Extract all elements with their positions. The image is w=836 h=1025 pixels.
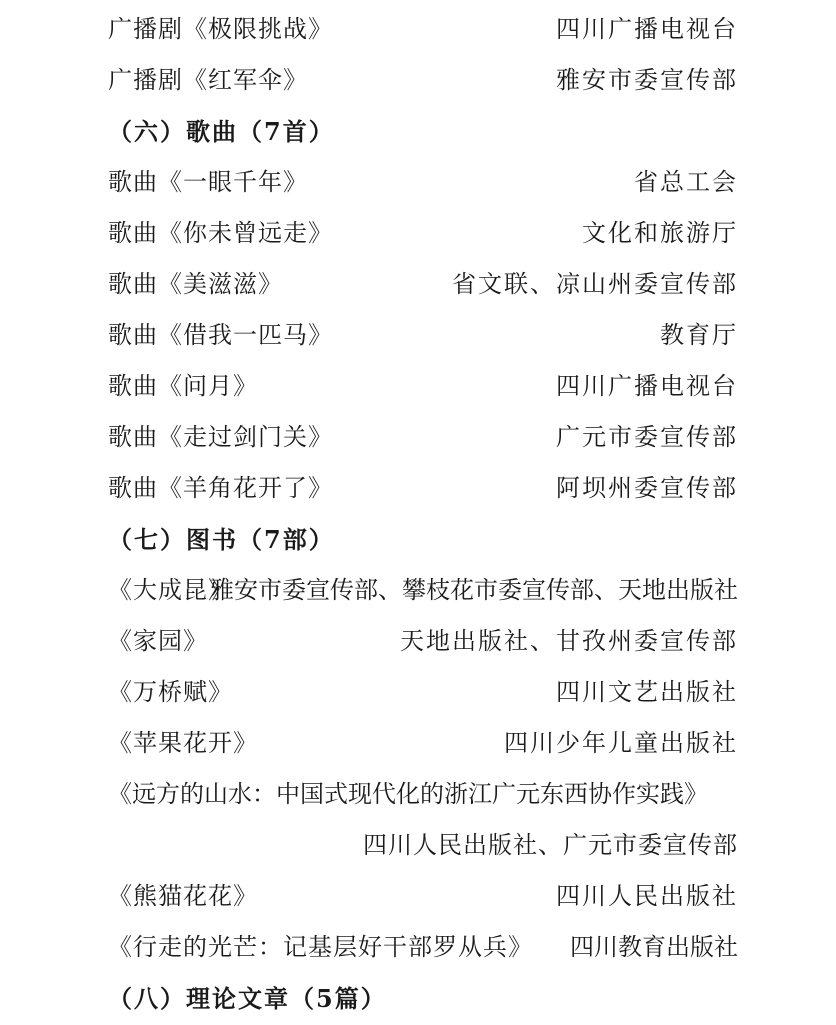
work-title: 广播剧《极限挑战》 [108, 15, 333, 43]
work-title: 《远方的山水：中国式现代化的浙江广元东西协作实践》 [108, 780, 708, 808]
list-item [108, 412, 738, 463]
section-heading [108, 514, 738, 565]
work-title: 歌曲《美滋滋》 [108, 270, 283, 298]
work-title: 歌曲《你未曾远走》 [108, 219, 333, 247]
section-heading [108, 973, 738, 1024]
submitting-unit: 省总工会 [634, 168, 738, 196]
submitting-unit: 四川少年儿童出版社 [504, 729, 738, 757]
work-title: 《家园》 [108, 627, 208, 655]
list-item [108, 208, 738, 259]
work-title: 歌曲《羊角花开了》 [108, 474, 333, 502]
work-title: 《行走的光芒：记基层好干部罗从兵》 [108, 933, 533, 961]
list-item [108, 718, 738, 769]
submitting-unit: 四川广播电视台 [556, 15, 738, 43]
submitting-unit: 四川广播电视台 [556, 372, 738, 400]
submitting-unit: 四川教育出版社 [570, 933, 738, 961]
work-title: 《苹果花开》 [108, 729, 258, 757]
work-title: 《熊猫花花》 [108, 882, 258, 910]
submitting-unit: 天地出版社、甘孜州委宣传部 [400, 627, 738, 655]
list-item-continuation [108, 820, 738, 871]
section-heading-text: （八）理论文章（5篇） [108, 984, 387, 1013]
work-title: 歌曲《问月》 [108, 372, 258, 400]
list-item [108, 259, 738, 310]
section-heading-text: （七）图书（7部） [108, 525, 335, 554]
list-item [108, 871, 738, 922]
list-item [108, 922, 738, 973]
list-item [108, 4, 738, 55]
submitting-unit: 四川文艺出版社 [556, 678, 738, 706]
list-item [108, 769, 738, 820]
work-title: 广播剧《红军伞》 [108, 66, 308, 94]
list-item [108, 310, 738, 361]
submitting-unit: 广元市委宣传部 [556, 423, 738, 451]
list-item [108, 361, 738, 412]
section-heading-text: （六）歌曲（7首） [108, 117, 335, 146]
list-item [108, 157, 738, 208]
section-heading [108, 106, 738, 157]
work-title: 《万桥赋》 [108, 678, 233, 706]
submitting-unit: 省文联、凉山州委宣传部 [452, 270, 738, 298]
work-title: 歌曲《一眼千年》 [108, 168, 308, 196]
submitting-unit: 教育厅 [660, 321, 738, 349]
work-title: 《大成昆》 [108, 576, 233, 604]
work-title: 歌曲《走过剑门关》 [108, 423, 333, 451]
list-item [108, 463, 738, 514]
list-item [108, 667, 738, 718]
submitting-unit: 四川人民出版社、广元市委宣传部 [363, 831, 738, 859]
work-title: 歌曲《借我一匹马》 [108, 321, 333, 349]
submitting-unit: 四川人民出版社 [556, 882, 738, 910]
list-item [108, 616, 738, 667]
submitting-unit: 雅安市委宣传部、攀枝花市委宣传部、天地出版社 [210, 576, 738, 604]
submitting-unit: 文化和旅游厅 [582, 219, 738, 247]
submitting-unit: 阿坝州委宣传部 [556, 474, 738, 502]
list-item [108, 565, 738, 616]
submitting-unit: 雅安市委宣传部 [556, 66, 738, 94]
list-item [108, 55, 738, 106]
